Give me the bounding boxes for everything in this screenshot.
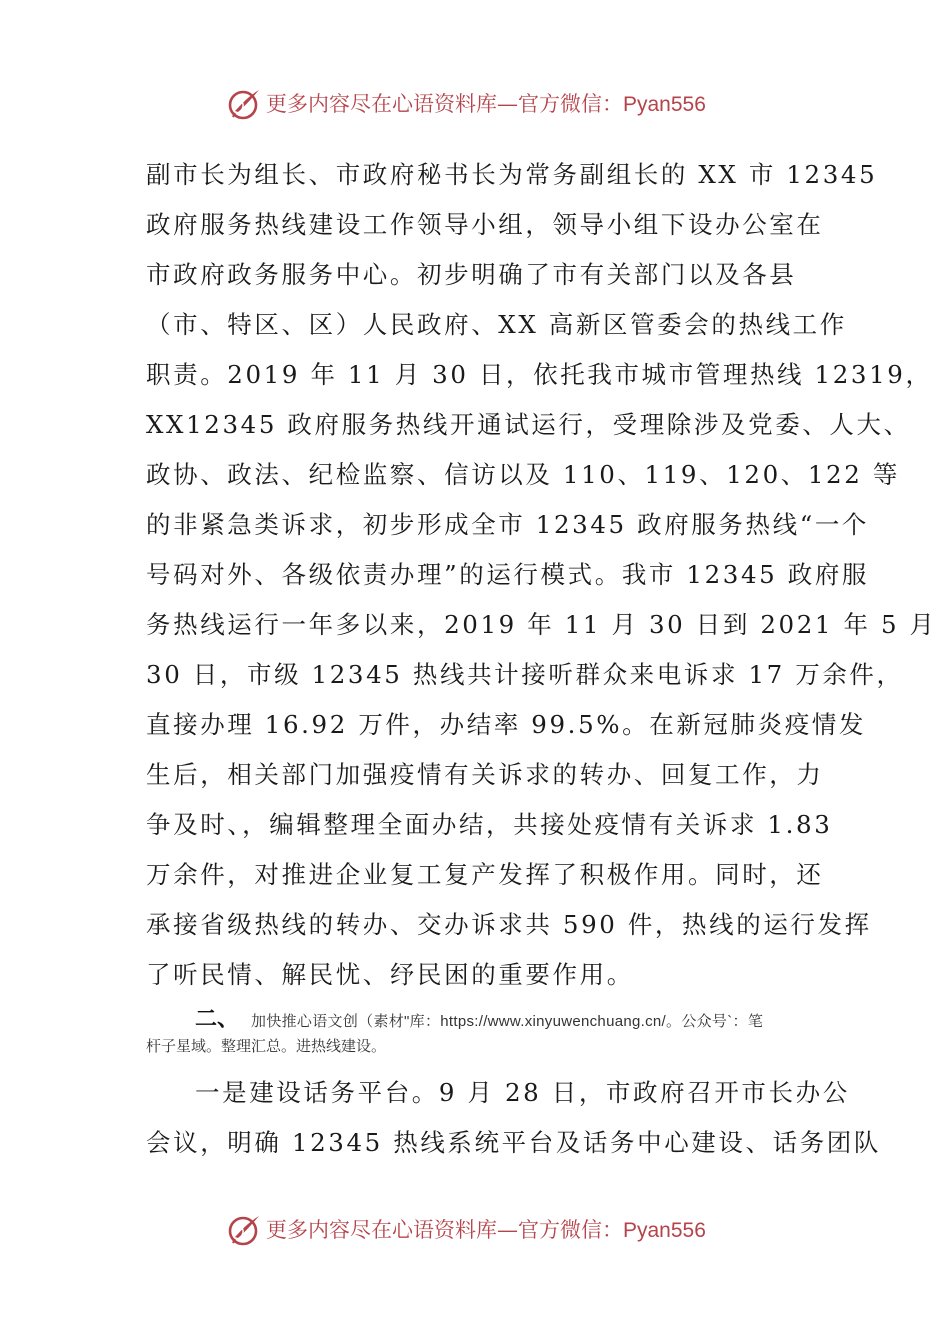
paragraph-platform bbox=[146, 1068, 882, 1168]
text-line: 生后，相关部门加强疫情有关诉求的转办、回复工作，力 bbox=[146, 760, 824, 789]
text-line: 直接办理 16.92 万件，办结率 99.5%。在新冠肺炎疫情发 bbox=[146, 710, 867, 739]
text-line: 市政府政务服务中心。初步明确了市有关部门以及各县 bbox=[146, 260, 797, 289]
section-heading-line1: 加快推心语文创（素材"库：https://www.xinyuwenchuang.cn/。公众号`：笔 bbox=[251, 1013, 764, 1030]
text-line: 的非紧急类诉求，初步形成全市 12345 政府服务热线“一个 bbox=[146, 510, 870, 539]
text-line: XX12345 政府服务热线开通试运行，受理除涉及党委、人大、 bbox=[146, 410, 911, 439]
text-line: 会议，明确 12345 热线系统平台及话务中心建设、话务团队 bbox=[146, 1128, 882, 1157]
section-heading-line2: 杆子星域。整理汇总。进热线建设。 bbox=[146, 1038, 387, 1055]
text-line: 政协、政法、纪检监察、信访以及 110、119、120、122 等 bbox=[146, 460, 900, 489]
text-line: 副市长为组长、市政府秘书长为常务副组长的 XX 市 12345 bbox=[146, 160, 878, 189]
watermark-handle: Pyan556 bbox=[623, 93, 706, 116]
text-line: 争及时、，编辑整理全面办结，共接处疫情有关诉求 1.83 bbox=[146, 810, 833, 839]
text-line: 政府服务热线建设工作领导小组，领导小组下设办公室在 bbox=[146, 210, 824, 239]
text-line: 号码对外、各级依责办理”的运行模式。我市 12345 政府服 bbox=[146, 560, 870, 589]
quill-logo-icon bbox=[226, 1212, 262, 1248]
section-heading bbox=[146, 1006, 826, 1060]
text-line: 职责。2019 年 11 月 30 日，依托我市城市管理热线 12319， bbox=[146, 360, 933, 389]
text-line: 承接省级热线的转办、交办诉求共 590 件，热线的运行发挥 bbox=[146, 910, 872, 939]
text-line: 万余件，对推进企业复工复产发挥了积极作用。同时，还 bbox=[146, 860, 824, 889]
footer-watermark bbox=[0, 1210, 950, 1250]
quill-logo-icon bbox=[226, 86, 262, 122]
watermark-slogan: 更多内容尽在心语资料库—官方微信： bbox=[266, 92, 623, 116]
watermark-slogan: 更多内容尽在心语资料库—官方微信： bbox=[266, 1218, 623, 1242]
watermark-handle: Pyan556 bbox=[623, 1219, 706, 1242]
text-line: （市、特区、区）人民政府、XX 高新区管委会的热线工作 bbox=[146, 310, 847, 339]
text-line: 一是建设话务平台。9 月 28 日，市政府召开市长办公 bbox=[195, 1078, 850, 1107]
header-watermark bbox=[0, 84, 950, 124]
watermark-text bbox=[266, 1216, 706, 1245]
text-line: 30 日，市级 12345 热线共计接听群众来电诉求 17 万余件， bbox=[146, 660, 904, 689]
text-line: 了听民情、解民忧、纾民困的重要作用。 bbox=[146, 960, 634, 989]
watermark-text bbox=[266, 90, 706, 119]
paragraph-body bbox=[146, 150, 937, 1000]
text-line: 务热线运行一年多以来，2019 年 11 月 30 日到 2021 年 5 月 bbox=[146, 610, 937, 639]
section-number: 二、 bbox=[195, 1007, 240, 1032]
